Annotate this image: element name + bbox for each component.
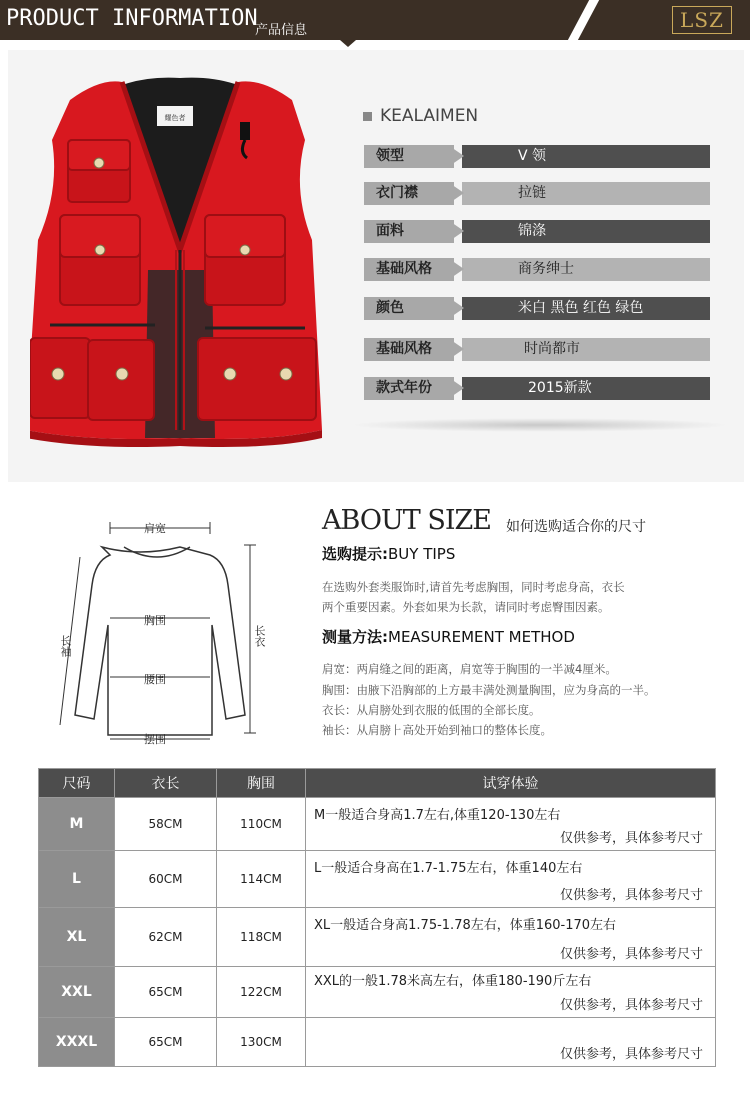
spec-value: 锦涤 bbox=[462, 220, 710, 243]
spec-row bbox=[364, 297, 710, 320]
size-table bbox=[38, 768, 716, 1067]
brand-name: KEALAIMEN bbox=[380, 106, 479, 126]
header-divider bbox=[566, 0, 600, 44]
experience-line: L一般适合身高在1.7-1.75左右，体重140左右 bbox=[314, 861, 583, 876]
experience-line: XXL的一般1.78米高左右，体重180-190斤左右 bbox=[314, 974, 592, 989]
method-text: 袖长：从肩膀⺊高处开始到袖口的整体长度。 bbox=[322, 723, 552, 737]
experience-cell bbox=[306, 851, 716, 908]
method-heading bbox=[322, 626, 575, 647]
header-title-cn: 产品信息 bbox=[255, 23, 308, 38]
spec-arrow-icon bbox=[448, 377, 464, 399]
spec-value: 米白 黑色 红色 绿色 bbox=[462, 297, 710, 320]
experience-cell bbox=[306, 967, 716, 1018]
spec-row bbox=[364, 145, 710, 168]
size-cell: M bbox=[39, 798, 115, 851]
spec-value: 2015新款 bbox=[462, 377, 710, 400]
header-notch bbox=[340, 40, 356, 47]
brand-logo: LSZ bbox=[672, 6, 732, 34]
header-experience: 试穿体验 bbox=[306, 769, 716, 798]
buy-tips-heading bbox=[322, 543, 455, 564]
buy-tips-text: 两个重要因素。外套如果为长款，请同时考虑臀围因素。 bbox=[322, 600, 610, 614]
spec-row bbox=[364, 258, 710, 281]
table-row bbox=[39, 1018, 716, 1067]
diagram-label-chest: 胸围 bbox=[144, 614, 166, 627]
method-text: 胸围：由腋下沿胸部的上方最丰满处测量胸围，应为身高的一半。 bbox=[322, 683, 656, 697]
method-text: 衣长：从肩膀处到衣服的低围的全部长度。 bbox=[322, 703, 541, 717]
spec-arrow-icon bbox=[448, 182, 464, 204]
chest-cell: 114CM bbox=[217, 851, 306, 908]
spec-value: 时尚都市 bbox=[462, 338, 710, 361]
experience-cell bbox=[306, 798, 716, 851]
length-cell: 60CM bbox=[115, 851, 217, 908]
about-size-subtitle: 如何选购适合你的尺寸 bbox=[506, 519, 646, 535]
method-en: MEASUREMENT METHOD bbox=[388, 628, 575, 646]
chest-cell: 130CM bbox=[217, 1018, 306, 1067]
diagram-label-shoulder: 肩宽 bbox=[144, 522, 166, 535]
reference-note: 仅供参考，具体参考尺寸 bbox=[559, 831, 703, 846]
spec-arrow-icon bbox=[448, 258, 464, 280]
length-cell: 58CM bbox=[115, 798, 217, 851]
table-row bbox=[39, 851, 716, 908]
page-header bbox=[0, 0, 750, 40]
size-diagram bbox=[40, 505, 285, 755]
table-row bbox=[39, 798, 716, 851]
spec-label: 款式年份 bbox=[364, 377, 454, 400]
header-title-en: PRODUCT INFORMATION bbox=[6, 6, 258, 31]
table-row bbox=[39, 967, 716, 1018]
spec-arrow-icon bbox=[448, 297, 464, 319]
about-size-title: ABOUT SIZE bbox=[322, 505, 491, 536]
spec-value: V 领 bbox=[462, 145, 710, 168]
diagram-label-waist: 腰围 bbox=[144, 673, 166, 686]
spec-shadow bbox=[350, 418, 730, 432]
size-cell: XL bbox=[39, 908, 115, 967]
length-cell: 62CM bbox=[115, 908, 217, 967]
spec-arrow-icon bbox=[448, 220, 464, 242]
vest-image bbox=[30, 70, 330, 480]
experience-cell bbox=[306, 908, 716, 967]
spec-row bbox=[364, 377, 710, 400]
chest-cell: 110CM bbox=[217, 798, 306, 851]
buy-tips-text: 在选购外套类服饰时,请首先考虑胸围，同时考虑身高，衣长 bbox=[322, 580, 625, 594]
size-cell: XXL bbox=[39, 967, 115, 1018]
reference-note: 仅供参考，具体参考尺寸 bbox=[559, 998, 703, 1013]
table-header-row bbox=[39, 769, 716, 798]
experience-cell bbox=[306, 1018, 716, 1067]
chest-cell: 122CM bbox=[217, 967, 306, 1018]
size-cell: L bbox=[39, 851, 115, 908]
spec-label: 颜色 bbox=[364, 297, 454, 320]
diagram-label-sleeve: 长袖 bbox=[59, 635, 72, 657]
method-text: 肩宽：两肩缝之间的距离，肩宽等于胸围的一半减4厘米。 bbox=[322, 662, 617, 676]
header-size: 尺码 bbox=[39, 769, 115, 798]
spec-value: 拉链 bbox=[462, 182, 710, 205]
reference-note: 仅供参考，具体参考尺寸 bbox=[559, 1047, 703, 1062]
reference-note: 仅供参考，具体参考尺寸 bbox=[559, 947, 703, 962]
spec-arrow-icon bbox=[448, 338, 464, 360]
size-cell: XXXL bbox=[39, 1018, 115, 1067]
header-chest: 胸围 bbox=[217, 769, 306, 798]
length-cell: 65CM bbox=[115, 1018, 217, 1067]
brand-heading bbox=[363, 106, 478, 126]
vest-tag-text: 耀色者 bbox=[164, 114, 186, 122]
method-cn: 测量方法: bbox=[322, 628, 388, 646]
diagram-label-hem: 摆围 bbox=[144, 733, 166, 746]
spec-label: 基础风格 bbox=[364, 258, 454, 281]
spec-arrow-icon bbox=[448, 145, 464, 167]
spec-row bbox=[364, 220, 710, 243]
spec-row bbox=[364, 338, 710, 361]
spec-label: 基础风格 bbox=[364, 338, 454, 361]
experience-line: XL一般适合身高1.75-1.78左右，体重160-170左右 bbox=[314, 918, 617, 933]
buy-tips-en: BUY TIPS bbox=[388, 545, 456, 563]
diagram-label-length: 长衣 bbox=[253, 625, 266, 647]
spec-row bbox=[364, 182, 710, 205]
header-length: 衣长 bbox=[115, 769, 217, 798]
table-row bbox=[39, 908, 716, 967]
spec-value: 商务绅士 bbox=[462, 258, 710, 281]
buy-tips-cn: 选购提示: bbox=[322, 545, 388, 563]
chest-cell: 118CM bbox=[217, 908, 306, 967]
spec-label: 衣门襟 bbox=[364, 182, 454, 205]
bullet-square-icon bbox=[363, 112, 372, 121]
length-cell: 65CM bbox=[115, 967, 217, 1018]
spec-label: 面料 bbox=[364, 220, 454, 243]
experience-line: M一般适合身高1.7左右,体重120-130左右 bbox=[314, 808, 561, 823]
spec-label: 领型 bbox=[364, 145, 454, 168]
reference-note: 仅供参考，具体参考尺寸 bbox=[559, 888, 703, 903]
